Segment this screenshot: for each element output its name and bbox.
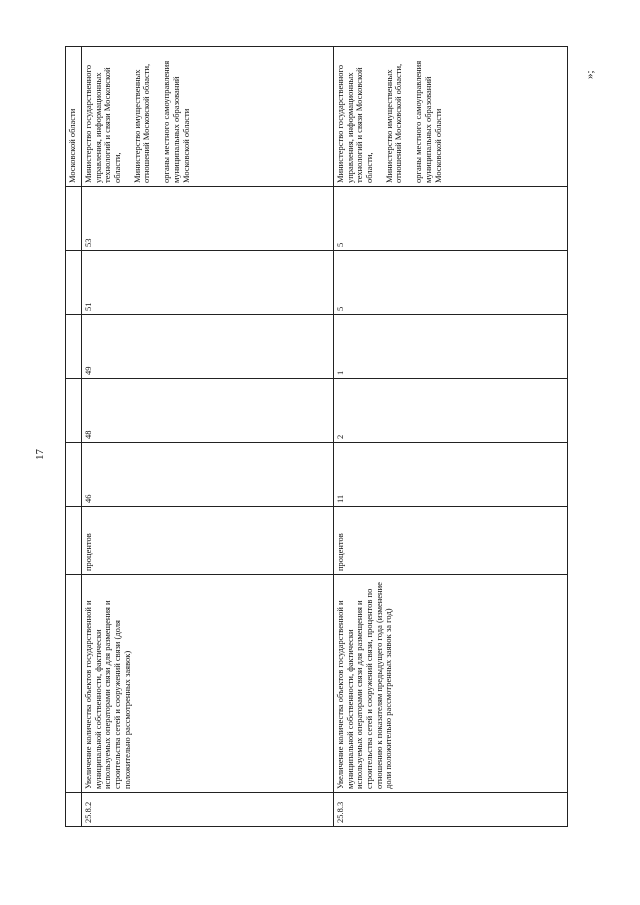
table-row (82, 47, 334, 827)
row-value: 11 (334, 443, 568, 507)
row-responsible (82, 47, 334, 187)
responsible-item: Министерство государственного управления, информационных технологий и связи Московской области, (83, 64, 123, 183)
responsible-item: органы местного самоуправления муниципальных образований Московской области (161, 60, 191, 183)
row-value: 5 (334, 251, 568, 315)
indicators-table (65, 46, 568, 827)
row-unit: процентов (82, 507, 334, 575)
row-value: 49 (82, 315, 334, 379)
row-indicator: Увеличение количества объектов государственной и муниципальной собственности, фактически используемых операторами связи для размещения и строительства сетей и сооружений связи (доля положительно рассмотренных заявок) (82, 575, 334, 793)
row-value: 53 (82, 187, 334, 251)
table-row (334, 47, 568, 827)
row-code: 25.8.3 (334, 793, 568, 827)
responsible-item: органы местного самоуправления муниципальных образований Московской области (413, 60, 443, 183)
row-code: 25.8.2 (82, 793, 334, 827)
responsible-item: Министерство имущественных отношений Московской области, (131, 63, 152, 183)
row-responsible (334, 47, 568, 187)
row-unit: процентов (334, 507, 568, 575)
continuation-row (66, 47, 82, 827)
page-number: 17 (34, 449, 46, 460)
row-indicator: Увеличение количества объектов государственной и муниципальной собственности, фактически используемых операторами связи для размещения и строительства сетей и сооружений связи, процентов по отношению к показателям предыдущего года (изменение доли положительно рассмотренных заявок за год) (334, 575, 568, 793)
row-value: 51 (82, 251, 334, 315)
row-value: 1 (334, 315, 568, 379)
continuation-cell: Московской области (66, 47, 82, 187)
row-value: 5 (334, 187, 568, 251)
closing-mark: »; (584, 70, 596, 79)
row-value: 46 (82, 443, 334, 507)
responsible-item: Министерство государственного управления, информационных технологий и связи Московской области, (335, 64, 375, 183)
responsible-item: Министерство имущественных отношений Московской области, (383, 63, 404, 183)
row-value: 2 (334, 379, 568, 443)
row-value: 48 (82, 379, 334, 443)
